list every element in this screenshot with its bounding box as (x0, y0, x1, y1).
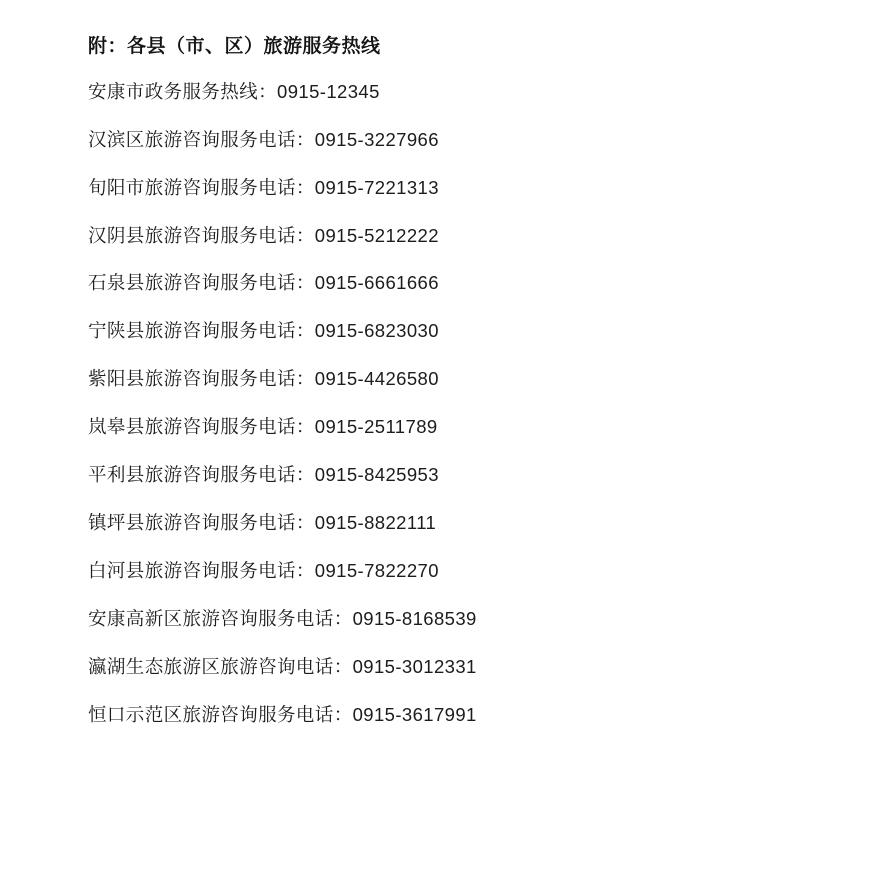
list-item: 白河县旅游咨询服务电话：0915-7822270 (88, 560, 439, 582)
list-item: 平利县旅游咨询服务电话：0915-8425953 (88, 464, 439, 486)
list-item: 瀛湖生态旅游区旅游咨询电话：0915-3012331 (88, 656, 477, 678)
list-item: 岚皋县旅游咨询服务电话：0915-2511789 (88, 416, 438, 438)
list-item: 石泉县旅游咨询服务电话：0915-6661666 (88, 272, 439, 294)
page-title: 附：各县（市、区）旅游服务热线 (88, 36, 381, 57)
list-item: 安康高新区旅游咨询服务电话：0915-8168539 (88, 608, 477, 630)
list-item: 汉阴县旅游咨询服务电话：0915-5212222 (88, 224, 439, 246)
list-item: 汉滨区旅游咨询服务电话：0915-3227966 (88, 128, 439, 150)
list-item: 旬阳市旅游咨询服务电话：0915-7221313 (88, 176, 439, 198)
list-item: 紫阳县旅游咨询服务电话：0915-4426580 (88, 368, 439, 390)
list-item: 恒口示范区旅游咨询服务电话：0915-3617991 (88, 704, 477, 726)
list-item: 安康市政务服务热线：0915-12345 (88, 80, 380, 102)
list-item: 镇坪县旅游咨询服务电话：0915-8822111 (88, 512, 437, 534)
list-item: 宁陕县旅游咨询服务电话：0915-6823030 (88, 320, 439, 342)
hotline-list (88, 80, 809, 729)
